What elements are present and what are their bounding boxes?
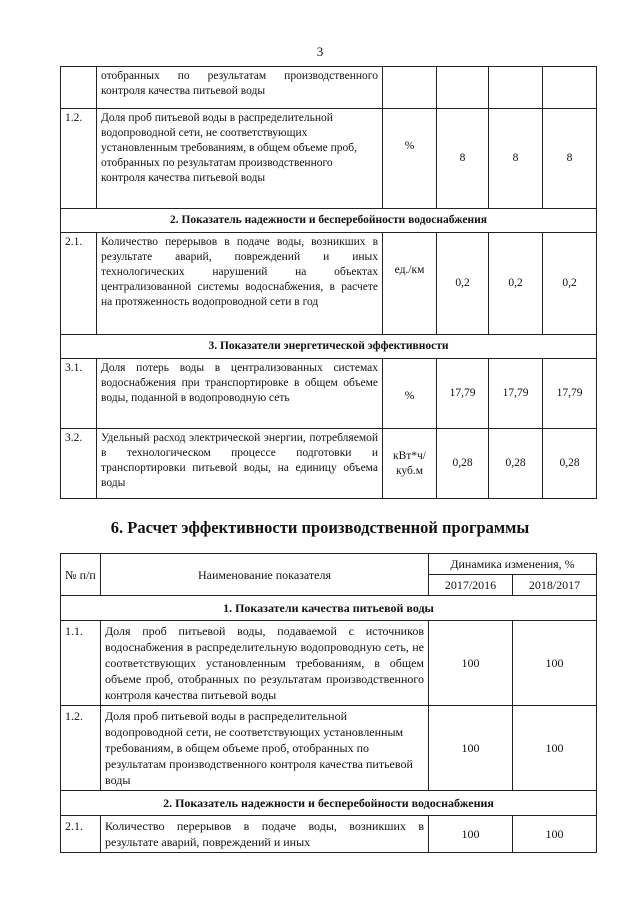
value-cell: 0,2 [437, 233, 489, 335]
section-heading: 2. Показатель надежности и бесперебойности водоснабжения [61, 791, 597, 816]
header-number: № п/п [61, 554, 101, 596]
value-cell: 100 [429, 706, 513, 791]
indicator-name: отобранных по результатам производственного контроля качества питьевой воды [97, 67, 383, 109]
indicator-name: Доля проб питьевой воды в распределительной водопроводной сети, не соответствующих установленным требованиям, в общем объеме проб, отобранных по результатам производственного контроля качества питьевой воды [97, 109, 383, 209]
header-dynamics: Динамика изменения, % [429, 554, 597, 575]
section-heading: 1. Показатели качества питьевой воды [61, 596, 597, 621]
section-row [61, 596, 597, 621]
row-number: 1.2. [61, 706, 101, 791]
efficiency-table [60, 553, 597, 853]
indicator-name: Доля проб питьевой воды в распределительной водопроводной сети, не соответствующих установленным требованиям, в общем объеме проб, отобранных по результатам производственного контроля качества питьевой воды [101, 706, 429, 791]
value-cell: 100 [513, 621, 597, 706]
table-row [61, 67, 597, 109]
unit: кВт*ч/ куб.м [383, 429, 437, 499]
row-number: 1.1. [61, 621, 101, 706]
value-cell: 0,2 [543, 233, 597, 335]
value-cell: 100 [429, 621, 513, 706]
indicator-name: Доля проб питьевой воды, подаваемой с источников водоснабжения в распределительную водопроводную сеть, не соответствующих установленным требованиям, в общем объеме проб, отобранных по результатам производственного контроля качества питьевой воды [101, 621, 429, 706]
unit [383, 67, 437, 109]
unit: ед./км [383, 233, 437, 335]
section-title: 6. Расчет эффективности производственной программы [110, 518, 530, 537]
table-row [61, 233, 597, 335]
indicators-table [60, 66, 597, 499]
section-row [61, 209, 597, 233]
value-cell: 17,79 [489, 359, 543, 429]
value-cell: 17,79 [543, 359, 597, 429]
value-cell: 0,28 [437, 429, 489, 499]
indicator-name: Количество перерывов в подаче воды, возникших в результате аварий, повреждений и иных технологических нарушений на объектах централизованной системы водоснабжения, в расчете на протяженность водопроводной сети в год [97, 233, 383, 335]
table-row [61, 706, 597, 791]
section-heading: 2. Показатель надежности и бесперебойности водоснабжения [61, 209, 597, 233]
header-name: Наименование показателя [101, 554, 429, 596]
page-number: 3 [316, 44, 324, 59]
header-year: 2017/2016 [429, 575, 513, 596]
row-number: 2.1. [61, 816, 101, 853]
value-cell: 100 [513, 816, 597, 853]
row-number [61, 67, 97, 109]
table-row [61, 109, 597, 209]
indicator-name: Количество перерывов в подаче воды, возникших в результате аварий, повреждений и иных [101, 816, 429, 853]
header-year: 2018/2017 [513, 575, 597, 596]
value-cell: 8 [489, 109, 543, 209]
value-cell: 0,28 [489, 429, 543, 499]
value-cell: 100 [513, 706, 597, 791]
section-row [61, 335, 597, 359]
value-cell [437, 67, 489, 109]
row-number: 3.1. [61, 359, 97, 429]
row-number: 2.1. [61, 233, 97, 335]
row-number: 1.2. [61, 109, 97, 209]
value-cell: 17,79 [437, 359, 489, 429]
value-cell [489, 67, 543, 109]
section-row [61, 791, 597, 816]
section-heading: 3. Показатели энергетической эффективности [61, 335, 597, 359]
table-row [61, 816, 597, 853]
header-row [61, 554, 597, 575]
value-cell: 0,28 [543, 429, 597, 499]
value-cell: 0,2 [489, 233, 543, 335]
value-cell [543, 67, 597, 109]
table-row [61, 429, 597, 499]
table-row [61, 621, 597, 706]
unit: % [383, 109, 437, 209]
table-row [61, 359, 597, 429]
value-cell: 8 [543, 109, 597, 209]
value-cell: 100 [429, 816, 513, 853]
row-number: 3.2. [61, 429, 97, 499]
indicator-name: Доля потерь воды в централизованных системах водоснабжения при транспортировке в общем объеме воды, поданной в водопроводную сеть [97, 359, 383, 429]
value-cell: 8 [437, 109, 489, 209]
indicator-name: Удельный расход электрической энергии, потребляемой в технологическом процессе подготовки и транспортировки питьевой воды, на единицу объема воды [97, 429, 383, 499]
unit: % [383, 359, 437, 429]
